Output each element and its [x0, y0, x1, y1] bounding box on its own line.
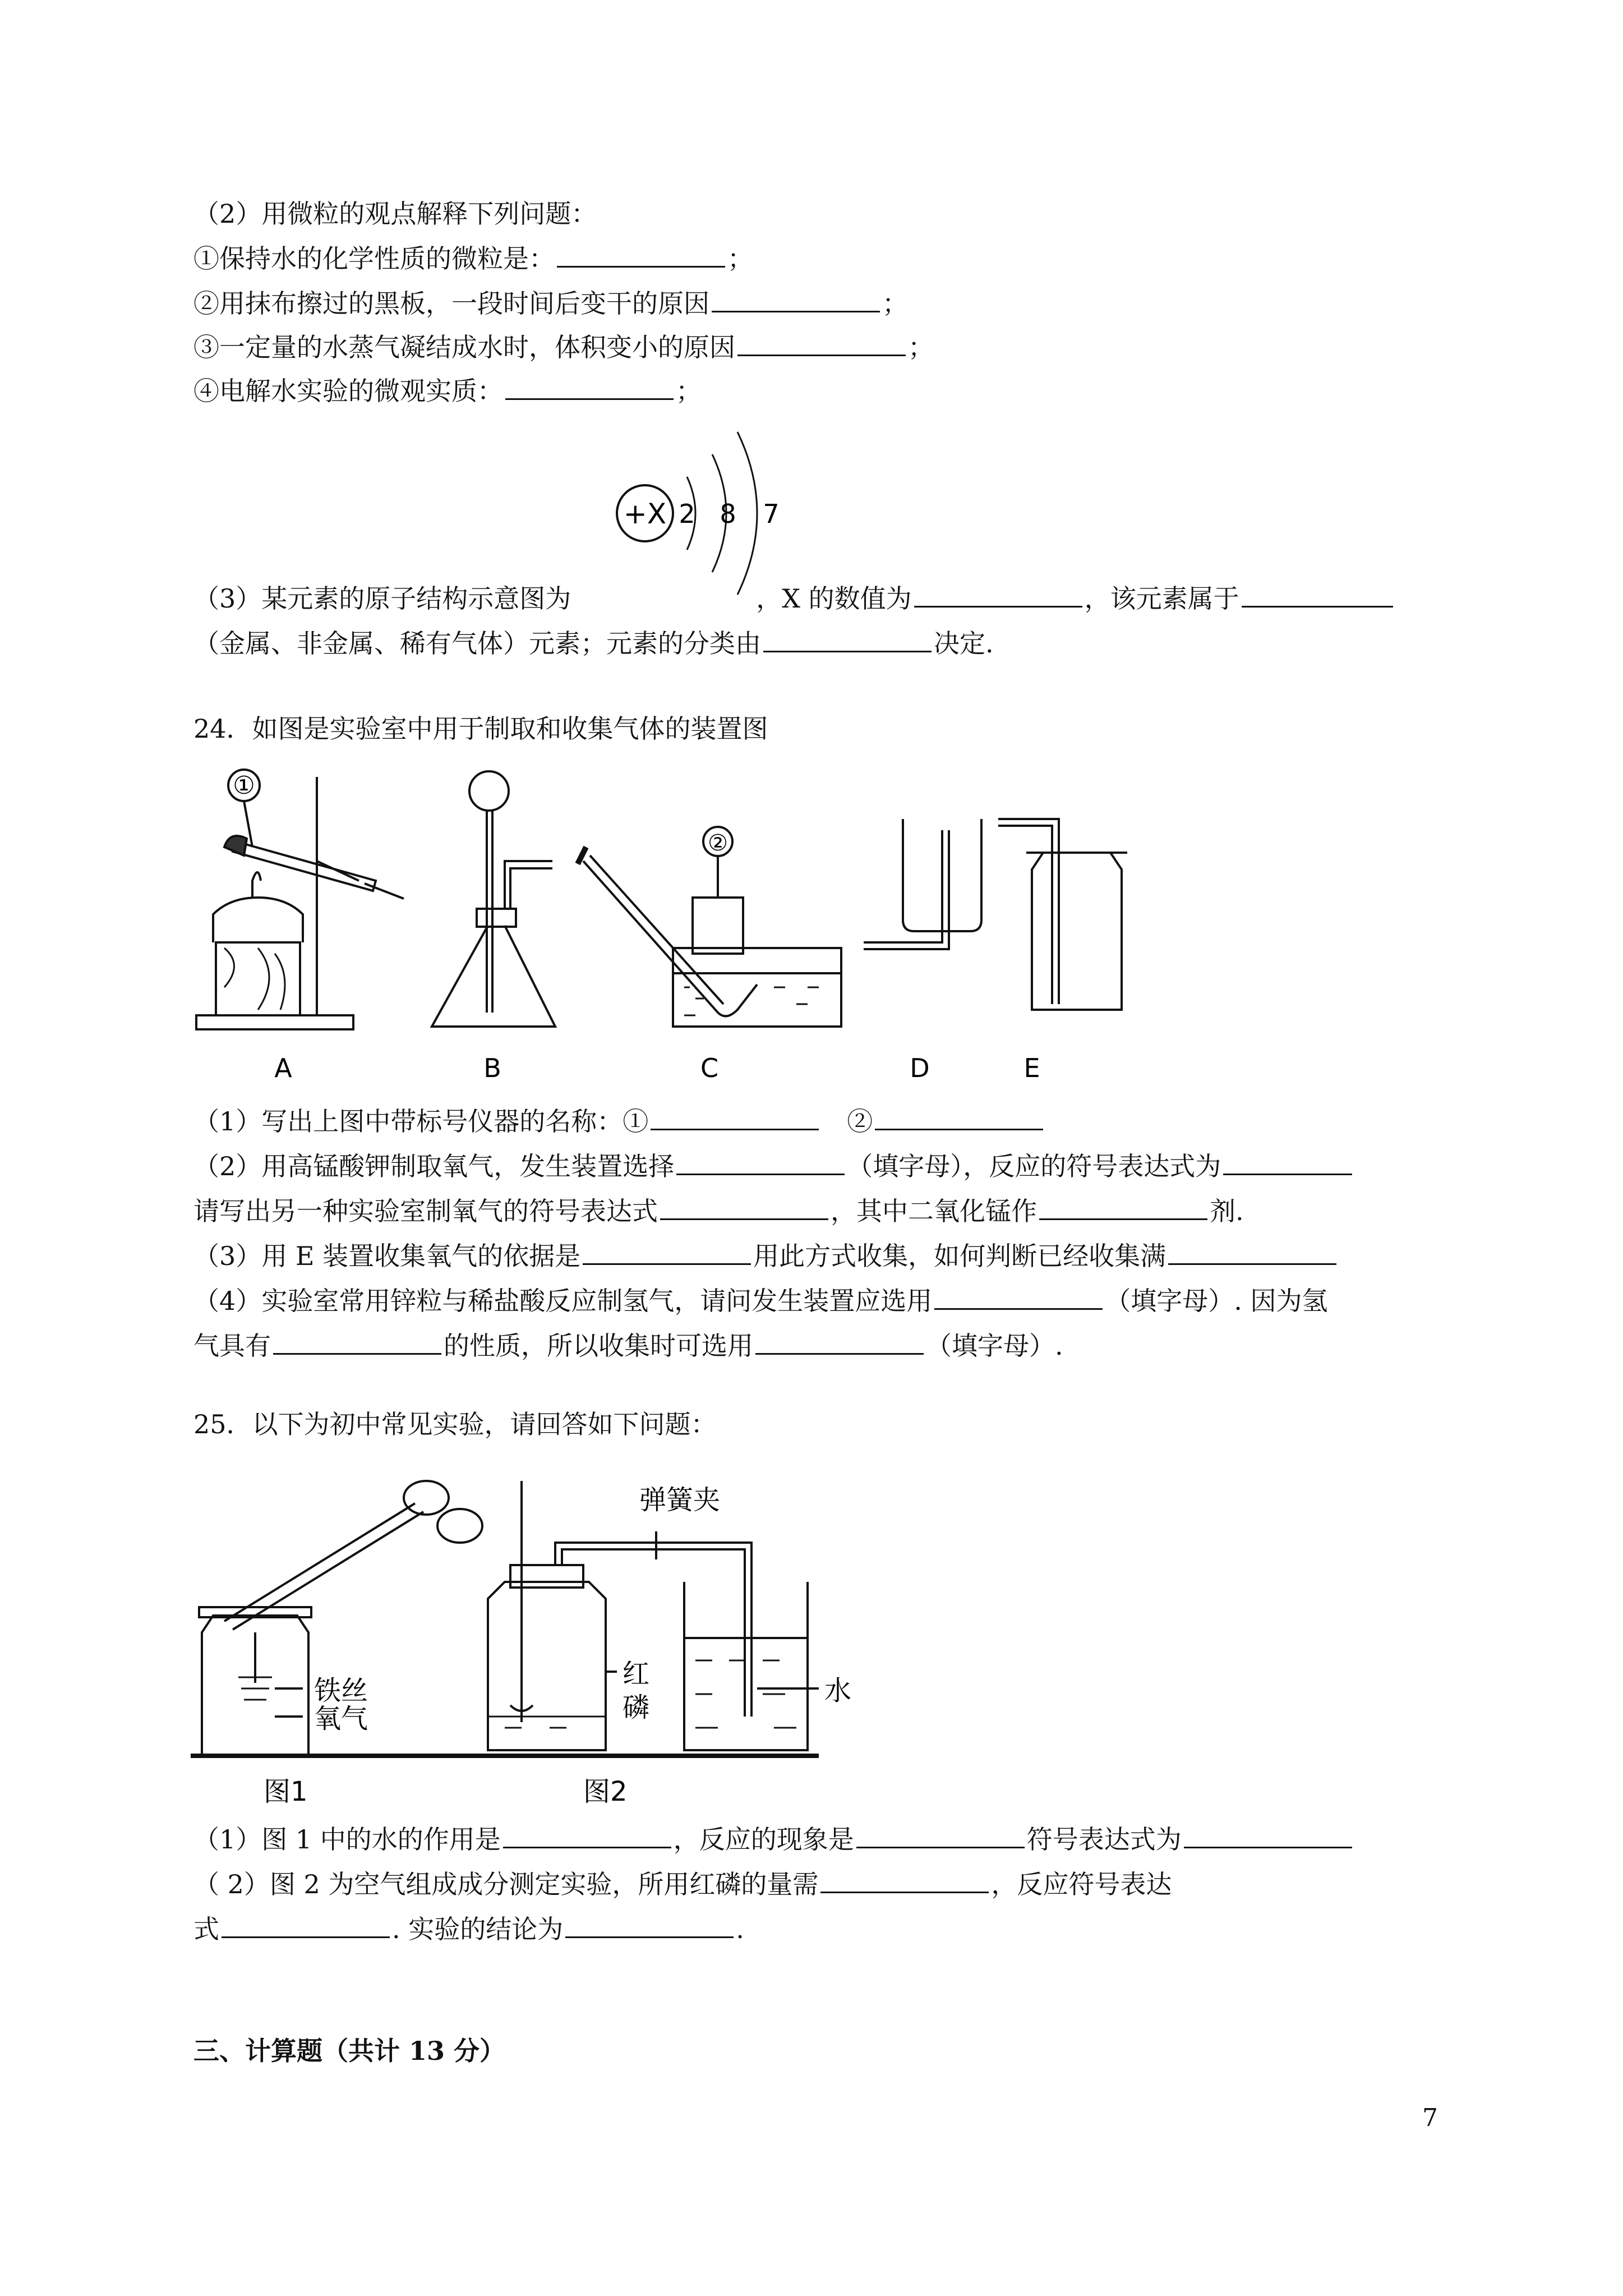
q24-sub2-line1 [193, 1149, 1354, 1184]
q25-sub2-line1 [193, 1867, 1172, 1902]
answer-blank[interactable] [505, 374, 674, 400]
text: 剂. [1210, 1196, 1244, 1226]
shell-1-electrons: 2 [679, 499, 695, 529]
q25-sub2-line2 [193, 1912, 744, 1947]
answer-blank[interactable] [1184, 1822, 1352, 1848]
fig1-caption: 图1 [264, 1776, 308, 1807]
label-e: E [1023, 1053, 1040, 1083]
text: ，反应符号表达 [991, 1869, 1172, 1899]
answer-blank[interactable] [712, 286, 880, 312]
text: （填字母）. 因为氢 [1105, 1286, 1328, 1316]
q23-item4: ④电解水实验的微观实质： ； [193, 374, 702, 408]
answer-blank[interactable] [583, 1239, 751, 1265]
gas-apparatus-figure [191, 763, 1424, 1088]
q24-sub1 [193, 1104, 1045, 1139]
text: ③一定量的水蒸气凝结成水时，体积变小的原因 [193, 332, 735, 362]
q24-title [193, 711, 768, 746]
text: 24．如图是实验室中用于制取和收集气体的装置图 [193, 714, 768, 744]
text: 符号表达式为 [1026, 1824, 1182, 1855]
q23-item1: ①保持水的化学性质的微粒是： ； [193, 241, 753, 276]
text: ② [847, 1106, 873, 1137]
q23-part2-title [193, 196, 597, 231]
text: ②用抹布擦过的黑板，一段时间后变干的原因 [193, 288, 709, 319]
answer-blank[interactable] [676, 1149, 845, 1175]
q24-sub3 [193, 1239, 1339, 1273]
nucleus-label: +X [623, 498, 667, 530]
answer-blank[interactable] [914, 581, 1082, 608]
answer-blank[interactable] [651, 1104, 819, 1130]
page-number: 7 [1422, 2104, 1438, 2132]
text: （1）写出上图中带标号仪器的名称：① [193, 1106, 649, 1137]
text: （1）图 1 中的水的作用是 [193, 1824, 501, 1855]
marker-1: ① [233, 771, 255, 800]
text: （3）某元素的原子结构示意图为 [193, 583, 571, 614]
q23-part3-line2 [193, 626, 994, 661]
label-d: D [910, 1053, 930, 1083]
fig2-label-water: 水 [824, 1675, 852, 1706]
q25-title [193, 1407, 717, 1442]
text: ④电解水实验的微观实质： [193, 376, 503, 406]
text: （4）实验室常用锌粒与稀盐酸反应制氢气，请问发生装置应选用 [193, 1286, 933, 1316]
text: 请写出另一种实验室制氧气的符号表达式 [193, 1196, 658, 1226]
text: （2）用微粒的观点解释下列问题： [193, 199, 597, 229]
text: . 实验的结论为 [392, 1914, 564, 1944]
q24-sub2-line2 [193, 1194, 1244, 1228]
answer-blank[interactable] [755, 1328, 924, 1355]
answer-blank[interactable] [565, 1912, 734, 1938]
atom-structure-diagram [606, 409, 808, 600]
answer-blank[interactable] [820, 1867, 989, 1893]
fig2-label-red: 红 [623, 1658, 650, 1690]
answer-blank[interactable] [875, 1104, 1043, 1130]
q25-sub1 [193, 1822, 1354, 1857]
answer-blank[interactable] [222, 1912, 390, 1938]
fig2-label-phosphorus: 磷 [623, 1692, 650, 1723]
answer-blank[interactable] [273, 1328, 441, 1355]
shell-3-electrons: 7 [763, 499, 780, 529]
answer-blank[interactable] [1223, 1149, 1352, 1175]
q23-part3-line1 [193, 581, 1395, 616]
text: （3）用 E 装置收集氧气的依据是 [193, 1241, 581, 1271]
text: （2）用高锰酸钾制取氧气，发生装置选择 [193, 1151, 675, 1181]
fig1-label-iron-wire: 铁丝 [314, 1675, 368, 1706]
text: ，该元素属于 [1084, 583, 1239, 614]
fig2-label-clamp: 弹簧夹 [639, 1484, 721, 1516]
label-c: C [700, 1053, 719, 1083]
text: 的性质，所以收集时可选用 [444, 1331, 753, 1361]
answer-blank[interactable] [737, 330, 906, 356]
q24-sub4-line1 [193, 1283, 1328, 1318]
text: （填字母）. [926, 1331, 1063, 1361]
text: （填字母），反应的符号表达式为 [847, 1151, 1221, 1181]
text: ，X 的数值为 [756, 583, 912, 614]
answer-blank[interactable] [763, 626, 932, 652]
text: . [736, 1914, 744, 1944]
q23-item2: ②用抹布擦过的黑板，一段时间后变干的原因 ； [193, 286, 908, 321]
text: ，其中二氧化锰作 [831, 1196, 1037, 1226]
text: 三、计算题（共计 13 分） [193, 2036, 506, 2066]
fig2-caption: 图2 [583, 1776, 628, 1807]
label-a: A [274, 1053, 292, 1083]
answer-blank[interactable] [660, 1194, 828, 1220]
label-b: B [483, 1053, 501, 1083]
text: 用此方式收集，如何判断已经收集满 [753, 1241, 1166, 1271]
shell-2-electrons: 8 [720, 499, 736, 529]
text: ，反应的现象是 [673, 1824, 854, 1855]
fig1-label-oxygen: 氧气 [314, 1703, 368, 1734]
answer-blank[interactable] [1242, 581, 1393, 608]
answer-blank[interactable] [557, 241, 725, 268]
text: 式 [193, 1914, 219, 1944]
q25-experiment-figures [191, 1453, 892, 1812]
text: 决定. [934, 628, 994, 659]
text: （金属、非金属、稀有气体）元素；元素的分类由 [193, 628, 761, 659]
answer-blank[interactable] [1168, 1239, 1336, 1265]
answer-blank[interactable] [1039, 1194, 1207, 1220]
text: 25．以下为初中常见实验，请回答如下问题： [193, 1409, 717, 1439]
answer-blank[interactable] [503, 1822, 671, 1848]
q23-item3: ③一定量的水蒸气凝结成水时，体积变小的原因 ； [193, 330, 934, 365]
text: 气具有 [193, 1331, 271, 1361]
text: （ 2）图 2 为空气组成成分测定实验，所用红磷的量需 [193, 1869, 819, 1899]
answer-blank[interactable] [856, 1822, 1025, 1848]
text: ①保持水的化学性质的微粒是： [193, 243, 555, 274]
section-3-heading [193, 2033, 505, 2068]
answer-blank[interactable] [934, 1283, 1103, 1310]
marker-2: ② [708, 830, 728, 856]
q24-sub4-line2 [193, 1328, 1063, 1363]
